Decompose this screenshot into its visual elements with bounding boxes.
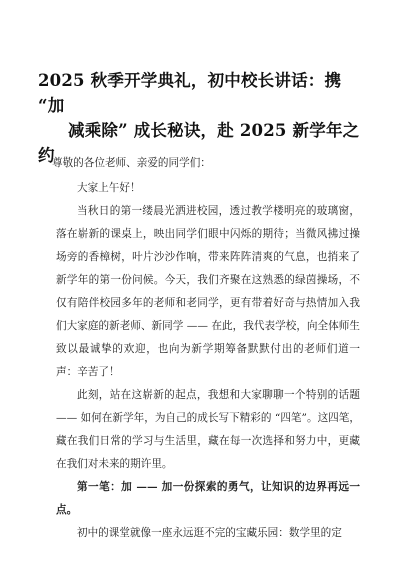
document-body <box>52 152 360 545</box>
salutation: 尊敬的各位老师、亲爱的同学们： <box>52 157 211 169</box>
paragraph-1: 当秋日的第一缕晨光洒进校园，透过教学楼明亮的玻璃窗，落在崭新的课桌上，映出同学们眼中闪烁的期待；当微风拂过操场旁的香樟树，叶片沙沙作响，带来阵阵清爽的气息，也捎来了新学年的第一份问候。今天，我们齐聚在这熟悉的绿茵操场，不仅有陪伴校园多年的老师和老同学，更有带着好奇与热情加入我们大家庭的新老师、新同学 —— 在此，我代表学校，向全体师生致以最诚挚的欢迎，也向为新学期筹备默默付出的老师们道一声：辛苦了！ <box>56 205 360 378</box>
title-line-2: 减乘除” 成长秘诀，赴 2025 新学年之约 <box>38 121 360 165</box>
paragraph-3: 初中的课堂就像一座永远逛不完的宝藏乐园：数学里的定 <box>77 527 342 539</box>
title-line-1: 2025 秋季开学典礼，初中校长讲话：携 “加 <box>38 71 342 115</box>
greeting: 大家上午好！ <box>77 182 141 194</box>
section-heading-1: 第一笔：加 —— 加一份探索的勇气，让知识的边界再远一点。 <box>56 481 360 516</box>
paragraph-2: 此刻，站在这崭新的起点，我想和大家聊聊一个特别的话题 —— 如何在新学年，为自己的成长写下精彩的 “四笔”。这四笔，藏在我们日常的学习与生活里，藏在每一次选择和努力中，更藏在我们对未来的期许里。 <box>56 389 360 470</box>
